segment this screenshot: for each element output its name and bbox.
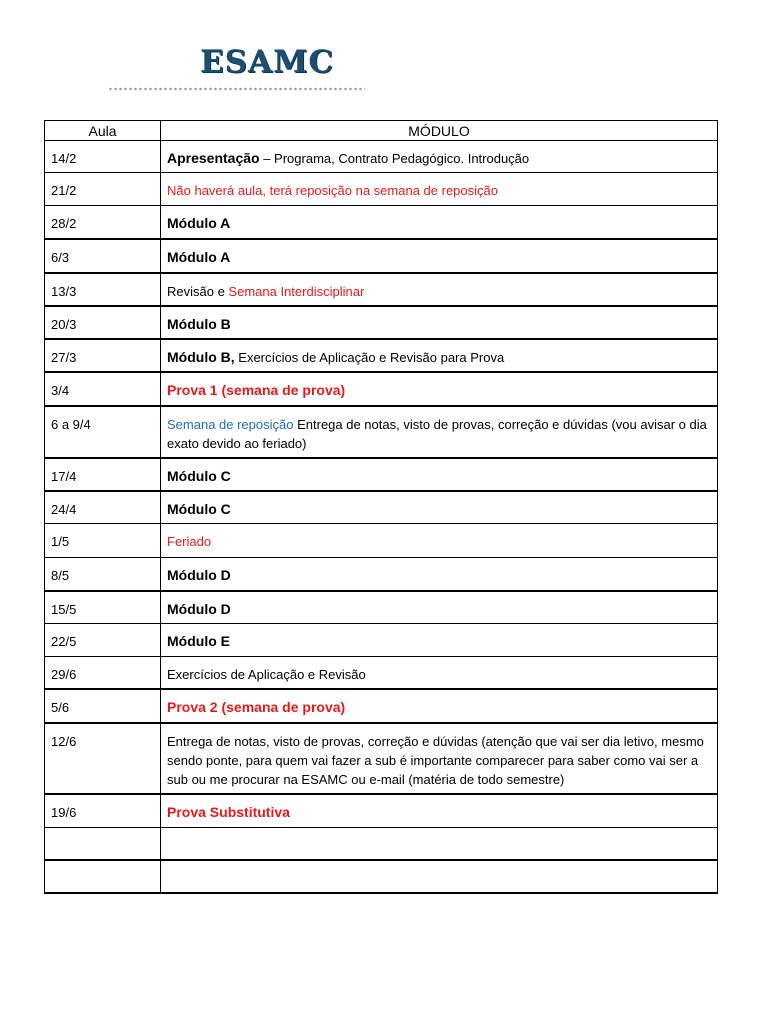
cell-module: [161, 657, 718, 690]
table-row: [45, 657, 718, 690]
table-row: [45, 624, 718, 657]
module-text: Módulo C: [167, 467, 231, 484]
cell-module: [161, 239, 718, 273]
cell-date: 14/2: [45, 141, 161, 173]
cell-module: [161, 860, 718, 893]
module-text: Entrega de notas, visto de provas, correção e dúvidas (atenção que vai ser dia letivo, mesmo sendo ponte, para quem vai fazer a sub é importante comparecer para saber como vai ser a sub ou me procurar na ESAMC ou e-mail (matéria de todo semestre): [167, 734, 704, 787]
table-row: [45, 173, 718, 206]
table-row: [45, 794, 718, 827]
cell-date: 29/6: [45, 657, 161, 690]
table-row: [45, 591, 718, 624]
module-text: Módulo E: [167, 633, 230, 649]
cell-date: 22/5: [45, 624, 161, 657]
cell-module: [161, 624, 718, 657]
cell-date: 24/4: [45, 491, 161, 524]
header-aula: Aula: [45, 121, 161, 141]
module-text: Prova 2 (semana de prova): [167, 699, 346, 715]
table-row: [45, 723, 718, 794]
table-header-row: [45, 121, 718, 141]
module-text: Apresentação: [167, 150, 260, 166]
table-row: [45, 689, 718, 723]
cell-date: 6/3: [45, 239, 161, 273]
table-row: [45, 406, 718, 458]
table-row: [45, 141, 718, 173]
table-row: [45, 860, 718, 893]
schedule-rows: [45, 141, 718, 894]
cell-module: [161, 558, 718, 591]
module-text: Módulo D: [167, 567, 231, 583]
cell-date: 27/3: [45, 339, 161, 372]
cell-module: [161, 173, 718, 206]
module-text: Módulo C: [167, 500, 231, 517]
cell-date: 1/5: [45, 524, 161, 558]
table-row: [45, 458, 718, 491]
cell-module: [161, 491, 718, 524]
module-text: Prova Substitutiva: [167, 804, 290, 820]
cell-date: 17/4: [45, 458, 161, 491]
table-row: [45, 206, 718, 239]
table-row: [45, 339, 718, 372]
module-text: Feriado: [167, 534, 212, 549]
cell-module: [161, 339, 718, 372]
module-text: Módulo A: [167, 248, 231, 265]
module-text: Semana de reposição: [167, 416, 294, 432]
module-text: Módulo B,: [167, 348, 235, 365]
cell-date: 21/2: [45, 173, 161, 206]
table-row: [45, 239, 718, 273]
module-text: Entrega de notas, visto de provas, correção e dúvidas (vou avisar o dia exato devido ao feriado): [167, 416, 707, 451]
cell-module: [161, 689, 718, 723]
cell-module: [161, 723, 718, 794]
logo-dotted-divider: [108, 87, 365, 91]
module-text: – Programa, Contrato Pedagógico. Introdução: [259, 151, 530, 166]
cell-module: [161, 141, 718, 173]
cell-module: [161, 406, 718, 458]
cell-module: [161, 372, 718, 406]
cell-module: [161, 794, 718, 827]
table-row: [45, 491, 718, 524]
module-text: Módulo A: [167, 215, 231, 231]
table-row: [45, 372, 718, 406]
module-text: Não haverá aula, terá reposição na semana de reposição: [167, 183, 498, 198]
cell-module: [161, 273, 718, 306]
cell-date: 3/4: [45, 372, 161, 406]
cell-date: 20/3: [45, 306, 161, 339]
module-text: Módulo D: [167, 600, 231, 617]
cell-date: 5/6: [45, 689, 161, 723]
cell-date: 28/2: [45, 206, 161, 239]
cell-module: [161, 524, 718, 558]
cell-date: 12/6: [45, 723, 161, 794]
module-text: Exercícios de Aplicação e Revisão para Prova: [234, 349, 505, 365]
table-row: [45, 306, 718, 339]
cell-date: [45, 827, 161, 860]
cell-module: [161, 458, 718, 491]
table-row: [45, 524, 718, 558]
module-text: Módulo B: [167, 315, 231, 332]
header-modulo: MÓDULO: [161, 121, 718, 141]
cell-module: [161, 306, 718, 339]
cell-date: 6 a 9/4: [45, 406, 161, 458]
module-text: Semana Interdisciplinar: [228, 283, 365, 299]
table-row: [45, 273, 718, 306]
cell-module: [161, 206, 718, 239]
cell-module: [161, 827, 718, 860]
table-row: [45, 827, 718, 860]
cell-date: 8/5: [45, 558, 161, 591]
esamc-logo: ESAMC: [200, 44, 335, 80]
cell-date: 13/3: [45, 273, 161, 306]
module-text: Exercícios de Aplicação e Revisão: [167, 667, 366, 682]
cell-date: 15/5: [45, 591, 161, 624]
table-row: [45, 558, 718, 591]
cell-date: [45, 860, 161, 893]
cell-module: [161, 591, 718, 624]
module-text: Revisão e: [167, 283, 229, 299]
schedule-table: [44, 120, 718, 894]
cell-date: 19/6: [45, 794, 161, 827]
module-text: Prova 1 (semana de prova): [167, 381, 346, 398]
